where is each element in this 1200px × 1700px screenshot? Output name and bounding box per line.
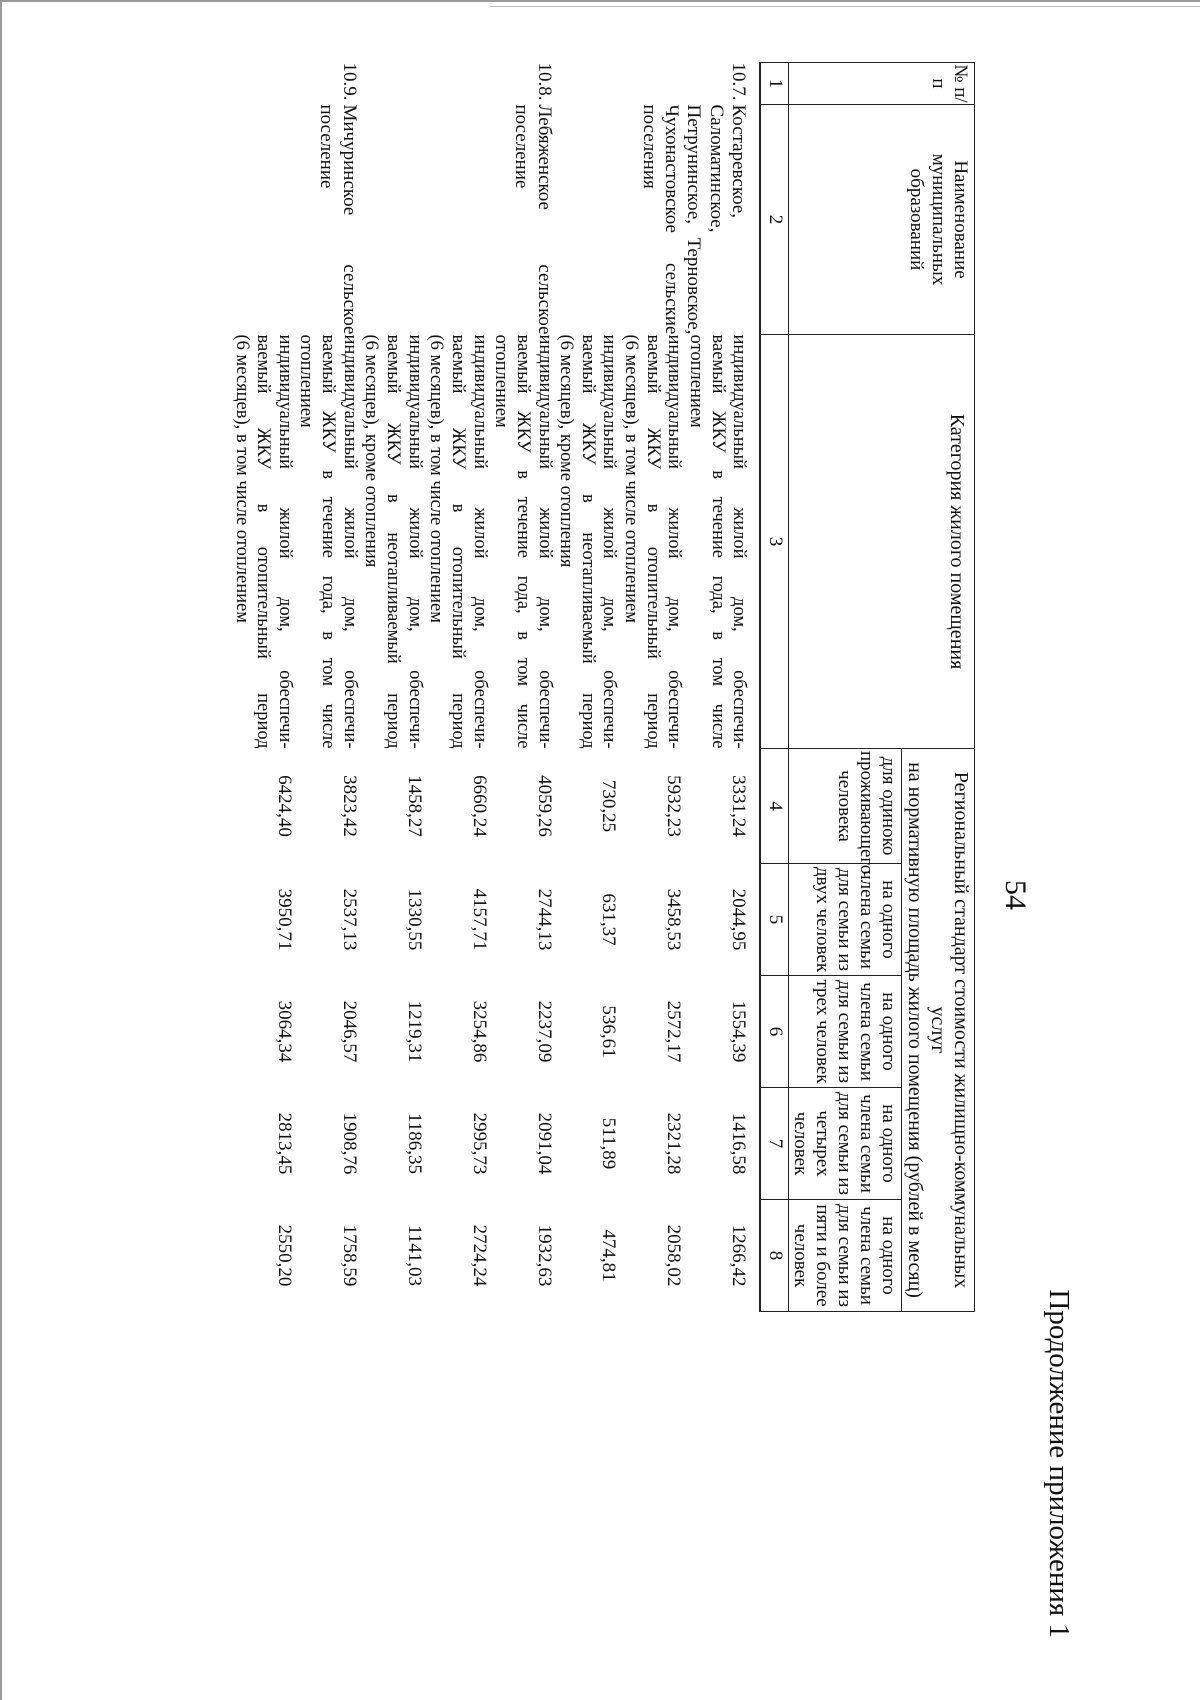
category-line: ваемый ЖКУ в течение года, в том числе xyxy=(318,334,339,749)
scan-edge xyxy=(0,0,1200,2)
page-number: 54 xyxy=(999,880,1032,910)
header-number: № п/п xyxy=(789,63,975,105)
tariff-value: 511,89 xyxy=(598,1117,620,1170)
header-group-line: на нормативную площадь жилого помещения (рублей в месяц) xyxy=(903,762,926,1298)
category-line: отоплением xyxy=(296,334,317,428)
tariff-value: 3823,42 xyxy=(338,775,360,837)
tariff-value: 5932,23 xyxy=(663,775,685,837)
tariff-value: 1908,76 xyxy=(338,1112,360,1175)
category-line: индивидуальный жилой дом, обеспечи- xyxy=(469,334,490,749)
column-number: 2 xyxy=(760,105,789,335)
municipality-name: Мичуринское сельское поселение xyxy=(316,104,360,335)
housing-category xyxy=(230,335,295,749)
column-number: 6 xyxy=(760,976,789,1088)
category-line: (6 месяцев), кроме отопления xyxy=(361,334,382,568)
column-number: 8 xyxy=(760,1200,789,1312)
tariff-value: 2044,95 xyxy=(728,888,750,951)
tariff-value: 4157,71 xyxy=(468,888,490,951)
housing-category xyxy=(684,335,760,749)
table-body xyxy=(230,63,760,1681)
tariff-value: 2572,17 xyxy=(663,1000,685,1063)
tariff-value: 2724,24 xyxy=(468,1224,490,1287)
housing-category xyxy=(295,335,360,749)
tariff-value: 1330,55 xyxy=(403,888,425,951)
column-number: 7 xyxy=(760,1088,789,1200)
header-category: Категория жилого помещения xyxy=(789,335,975,749)
table-row xyxy=(295,63,360,1681)
category-line: отоплением xyxy=(491,334,512,428)
header-standard-group xyxy=(902,749,975,1312)
category-line: индивидуальный жилой дом, обеспечи- xyxy=(599,334,620,749)
category-line: индивидуальный жилой дом, обеспечи- xyxy=(664,334,685,749)
table-row xyxy=(684,63,760,1681)
header-family-5: на одного члена семьи для семьи из пяти и более человек xyxy=(789,1200,902,1312)
tariff-value: 1554,39 xyxy=(728,1000,750,1063)
column-number: 4 xyxy=(760,749,789,864)
category-line: (6 месяцев), в том числе отоплением xyxy=(621,334,642,623)
header-municipality: Наименование муниципальных образований xyxy=(789,105,975,335)
tariff-value: 730,25 xyxy=(598,779,620,833)
category-line: индивидуальный жилой дом, обеспечи- xyxy=(339,334,360,749)
tariff-value: 2537,13 xyxy=(338,888,360,951)
tariff-value: 2091,04 xyxy=(533,1112,555,1175)
tariff-value: 6424,40 xyxy=(273,775,295,837)
table-row xyxy=(490,63,555,1681)
header-row xyxy=(902,63,975,1681)
tariff-value: 6660,24 xyxy=(468,775,490,837)
row-number: 10.7. xyxy=(728,62,750,101)
header-family-3: на одного члена семьи для семьи из трех человек xyxy=(789,976,902,1088)
tariff-value: 2550,20 xyxy=(273,1224,295,1287)
tariff-value: 2237,09 xyxy=(533,1000,555,1063)
header-family-4: на одного члена семьи для семьи из четырех человек xyxy=(789,1088,902,1200)
row-number: 10.8. xyxy=(533,62,555,101)
tariff-value: 2046,57 xyxy=(338,1000,360,1063)
category-line: ваемый ЖКУ в отопительный период xyxy=(447,334,468,749)
tariff-value: 631,37 xyxy=(598,893,620,946)
tariff-value: 3950,71 xyxy=(273,888,295,951)
tariff-value: 1186,35 xyxy=(403,1112,425,1175)
tariff-value: 1932,63 xyxy=(533,1224,555,1287)
tariff-value: 2321,28 xyxy=(663,1112,685,1175)
tariff-value: 4059,26 xyxy=(533,775,555,837)
tariff-value: 1416,58 xyxy=(728,1112,750,1175)
housing-category xyxy=(425,335,490,749)
scan-edge xyxy=(0,0,2,1700)
tariff-value: 2813,45 xyxy=(273,1112,295,1175)
tariff-value: 2744,13 xyxy=(533,888,555,951)
header-family-2: на одного члена семьи для семьи из двух человек xyxy=(789,864,902,976)
tariff-value: 3254,86 xyxy=(468,1000,490,1063)
category-line: (6 месяцев), кроме отопления xyxy=(556,334,577,568)
tariff-value: 1758,59 xyxy=(338,1224,360,1287)
tariff-value: 536,61 xyxy=(598,1005,620,1058)
column-number: 1 xyxy=(760,63,789,105)
category-line: (6 месяцев), в том числе отоплением xyxy=(426,334,447,623)
municipality-name: Костаревское, Саломатинское, Петрунинское, Терновское, Чухонастовское сельские поселения xyxy=(638,104,750,335)
category-line: ваемый ЖКУ в неотапливаемый период xyxy=(577,334,598,749)
tariff-value: 2058,02 xyxy=(663,1224,685,1287)
tariff-value: 3331,24 xyxy=(728,775,750,837)
column-number: 5 xyxy=(760,864,789,976)
category-line: индивидуальный жилой дом, обеспечи- xyxy=(534,334,555,749)
category-line: индивидуальный жилой дом, обеспечи- xyxy=(404,334,425,749)
tariff-table xyxy=(230,62,975,1681)
scan-edge xyxy=(490,6,1200,7)
appendix-label: Продолжение приложения 1 xyxy=(1043,1289,1075,1638)
tariff-value: 1141,03 xyxy=(403,1225,425,1287)
document-page xyxy=(125,60,1085,1680)
category-line: ваемый ЖКУ в течение года, в том числе xyxy=(707,334,728,749)
tariff-value: 474,81 xyxy=(598,1229,620,1282)
header-group-line: Региональный стандарт стоимости жилищно-коммунальных услуг xyxy=(926,771,972,1289)
tariff-value: 3458,53 xyxy=(663,888,685,951)
header-single: для одиноко проживающего человека xyxy=(789,749,902,864)
category-line: ваемый ЖКУ в неотапливаемый период xyxy=(383,334,404,749)
housing-category xyxy=(619,335,684,749)
category-line: (6 месяцев), в том числе отоплением xyxy=(231,334,252,623)
housing-category xyxy=(490,335,555,749)
category-line: ваемый ЖКУ в течение года, в том числе xyxy=(512,334,533,749)
housing-category xyxy=(360,335,425,749)
housing-category xyxy=(555,335,620,749)
municipality-name: Лебяженское сельское поселение xyxy=(511,104,555,335)
tariff-value: 1266,42 xyxy=(728,1224,750,1287)
tariff-value: 1219,31 xyxy=(403,1000,425,1063)
category-line: индивидуальный жилой дом, обеспечи- xyxy=(729,334,750,749)
category-line: ваемый ЖКУ в отопительный период xyxy=(642,334,663,749)
column-number: 3 xyxy=(760,335,789,749)
tariff-value: 2995,73 xyxy=(468,1112,490,1175)
category-line: индивидуальный жилой дом, обеспечи- xyxy=(274,334,295,749)
category-line: ваемый ЖКУ в отопительный период xyxy=(253,334,274,749)
tariff-value: 1458,27 xyxy=(403,775,425,837)
category-line: отоплением xyxy=(686,334,706,428)
tariff-value: 3064,34 xyxy=(273,1000,295,1063)
row-number: 10.9. xyxy=(338,62,360,101)
